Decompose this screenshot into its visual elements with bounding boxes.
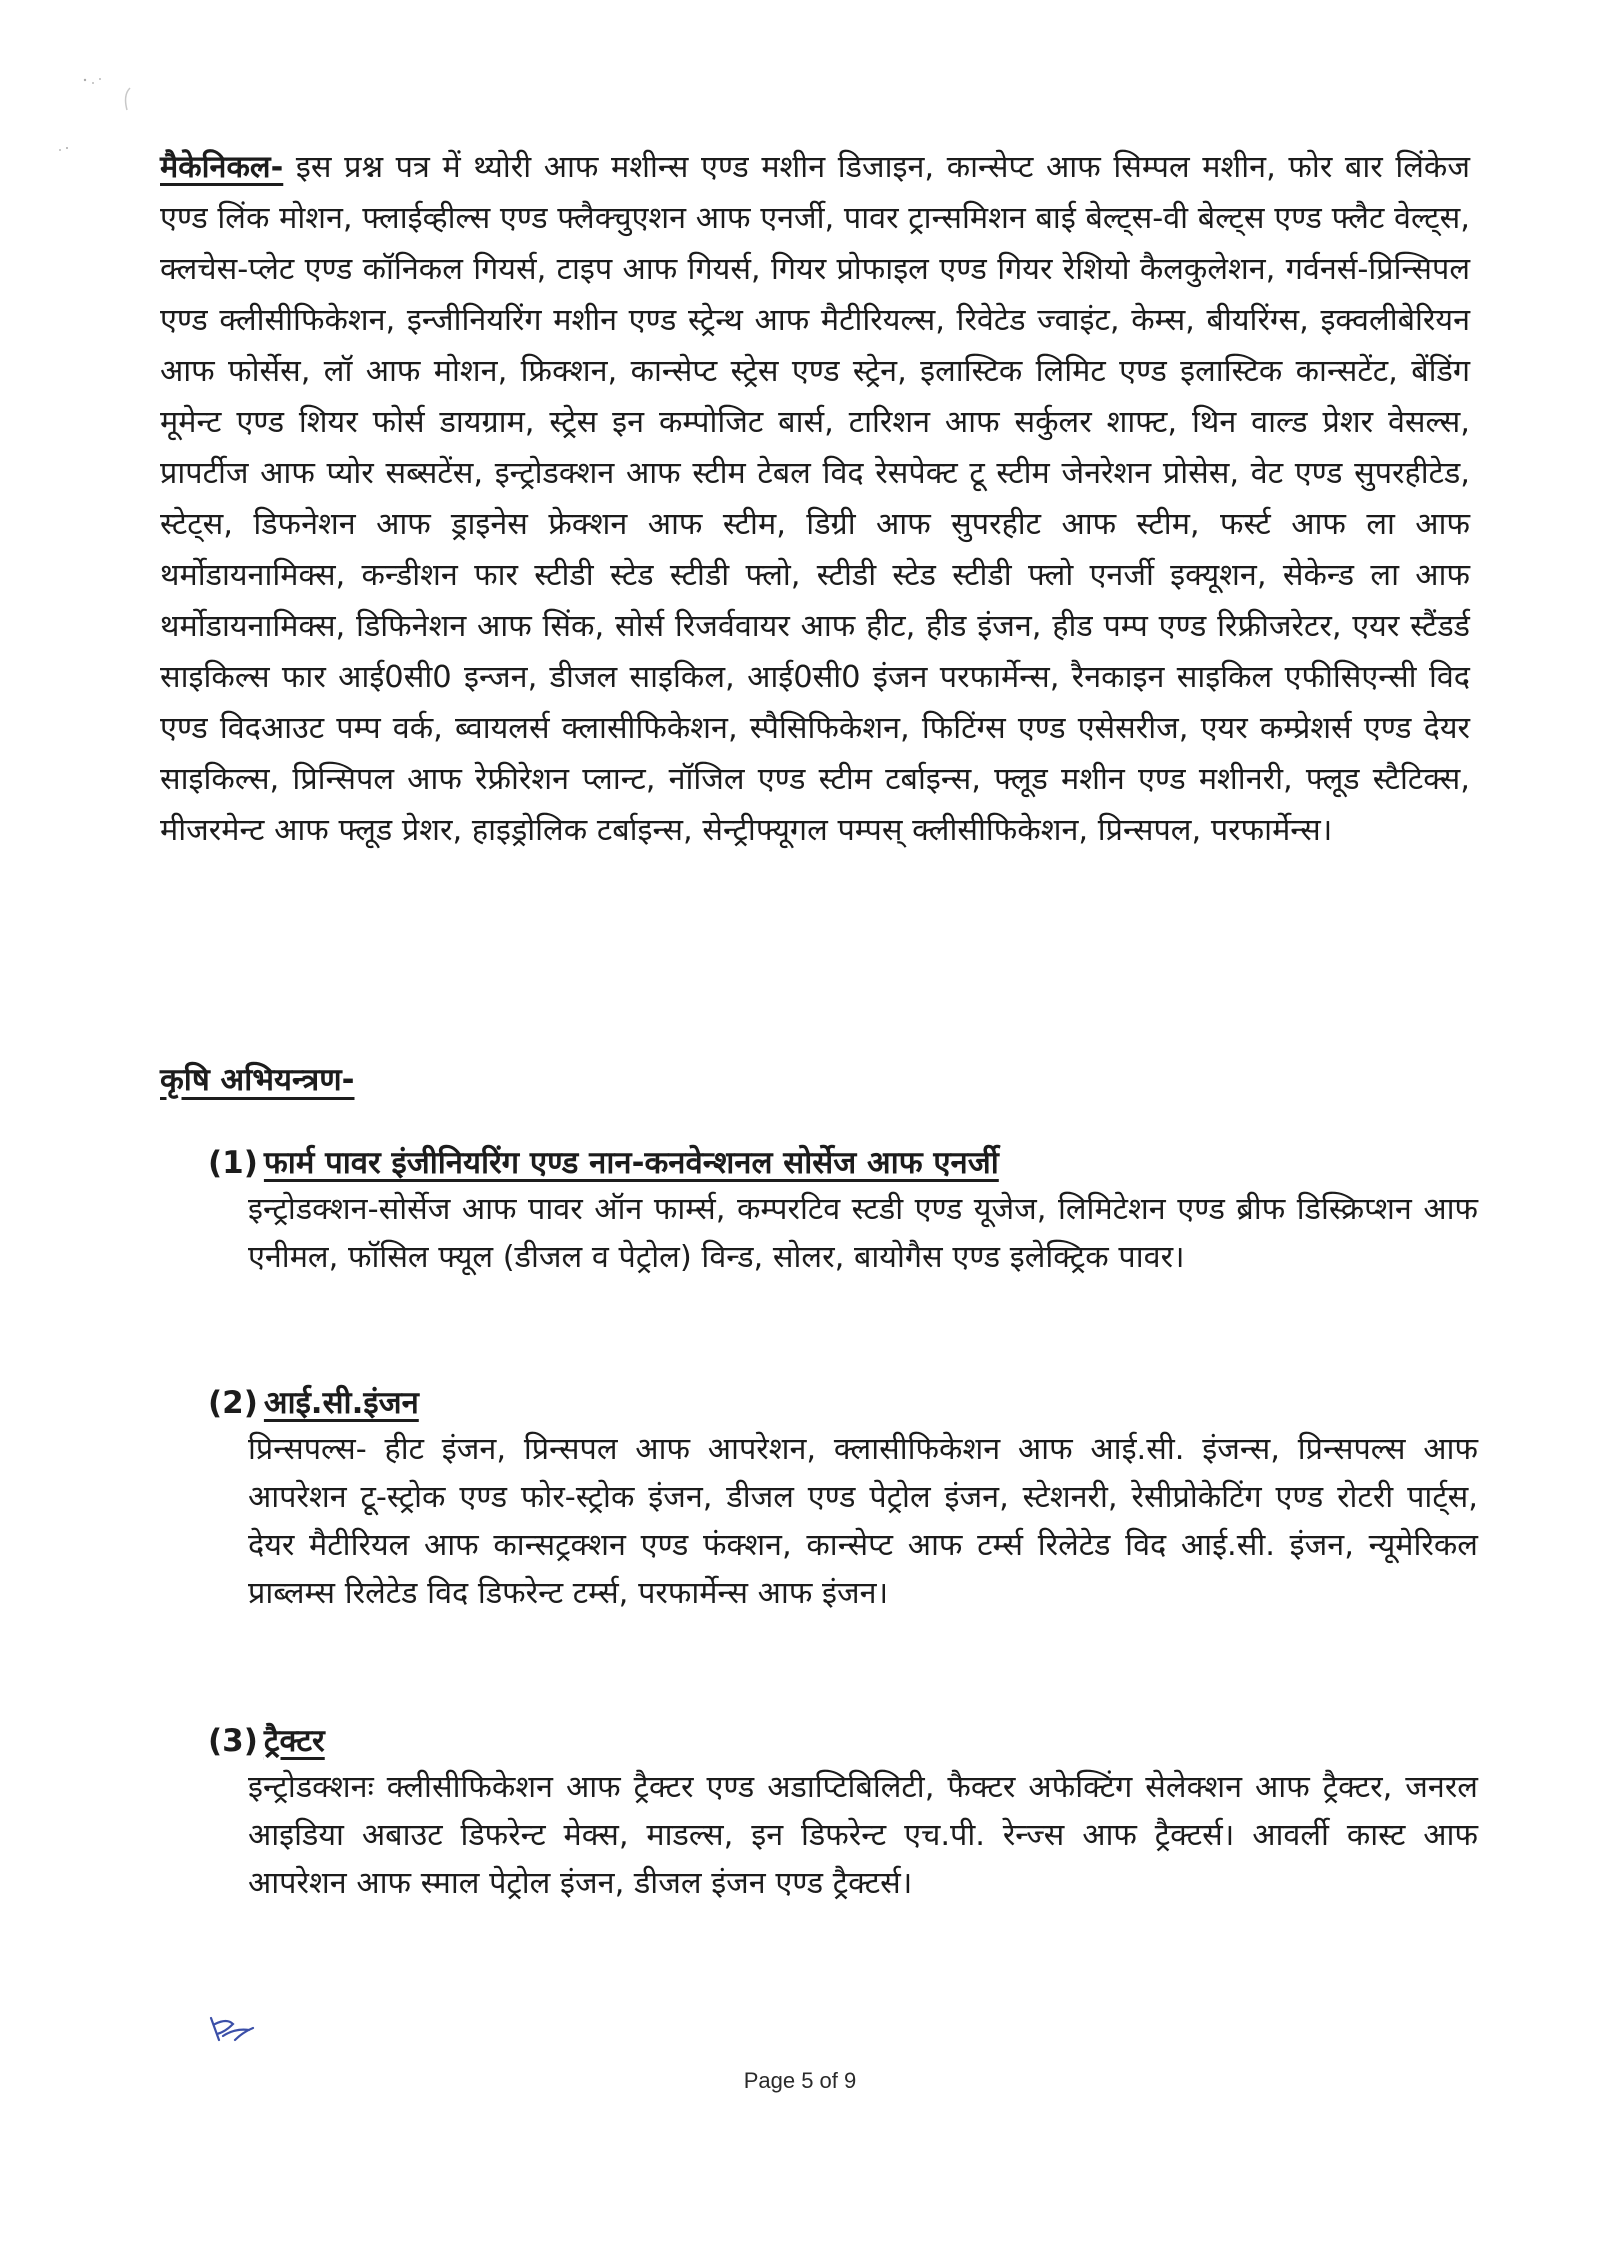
subsection-number: (2)	[208, 1385, 258, 1421]
subsection-title: आई.सी.इंजन	[263, 1385, 419, 1421]
subsection-heading	[208, 1718, 1478, 1764]
mechanical-heading: मैकेनिकल-	[160, 150, 284, 185]
subsection-farm-power	[208, 1140, 1478, 1282]
mechanical-section	[160, 142, 1470, 856]
agriculture-heading: कृषि अभियन्त्रण-	[160, 1062, 355, 1098]
subsection-title: फार्म पावर इंजीनियरिंग एण्ड नान-कनवेन्शनल सोर्सेज आफ एनर्जी	[263, 1145, 999, 1181]
subsection-number: (3)	[208, 1723, 258, 1759]
subsection-tractor	[208, 1718, 1478, 1908]
subsection-body: इन्ट्रोडक्शन-सोर्सेज आफ पावर ऑन फार्म्स, कम्परटिव स्टडी एण्ड यूजेज, लिमिटेशन एण्ड ब्रीफ डिस्क्रिप्शन आफ एनीमल, फॉसिल फ्यूल (डीजल व पेट्रोल) विन्ड, सोलर, बायोगैस एण्ड इलेक्ट्रिक पावर।	[248, 1192, 1478, 1275]
mechanical-syllabus-text: इस प्रश्न पत्र में थ्योरी आफ मशीन्स एण्ड मशीन डिजाइन, कान्सेप्ट आफ सिम्पल मशीन, फोर बार लिंकेज एण्ड लिंक मोशन, फ्लाईव्हील्स एण्ड फ्लैक्चुएशन आफ एनर्जी, पावर ट्रान्समिशन बाई बेल्ट्स-वी बेल्ट्स एण्ड फ्लैट वेल्ट्स, क्लचेस-प्लेट एण्ड कॉनिकल गियर्स, टाइप आफ गियर्स, गियर प्रोफाइल एण्ड गियर रेशियो कैलकुलेशन, गर्वनर्स-प्रिन्सिपल एण्ड क्लीसीफिकेशन, इन्जीनियरिंग मशीन एण्ड स्ट्रेन्थ आफ मैटीरियल्स, रिवेटेड ज्वाइंट, केम्स, बीयरिंग्स, इक्वलीबेरियन आफ फोर्सेस, लॉ आफ मोशन, फ्रिक्शन, कान्सेप्ट स्ट्रेस एण्ड स्ट्रेन, इलास्टिक लिमिट एण्ड इलास्टिक कान्सटेंट, बेंडिंग मूमेन्ट एण्ड शियर फोर्स डायग्राम, स्ट्रेस इन कम्पोजिट बार्स, टारिशन आफ सर्कुलर शाफ्ट, थिन वाल्ड प्रेशर वेसल्स, प्रापर्टीज आफ प्योर सब्सटेंस, इन्ट्रोडक्शन आफ स्टीम टेबल विद रेसपेक्ट टू स्टीम जेनरेशन प्रोसेस, वेट एण्ड सुपरहीटेड, स्टेट्स, डिफनेशन आफ ड्राइनेस फ्रेक्शन आफ स्टीम, डिग्री आफ सुपरहीट आफ स्टीम, फर्स्ट आफ ला आफ थर्मोडायनामिक्स, कन्डीशन फार स्टीडी स्टेड स्टीडी फ्लो, स्टीडी स्टेड स्टीडी फ्लो एनर्जी इक्यूशन, सेकेन्ड ला आफ थर्मोडायनामिक्स, डिफिनेशन आफ सिंक, सोर्स रिजर्ववायर आफ हीट, हीड इंजन, हीड पम्प एण्ड रिफ्रीजरेटर, एयर स्टैंडर्ड साइकिल्स फार आई0सी0 इन्जन, डीजल साइकिल, आई0सी0 इंजन परफार्मेन्स, रैनकाइन साइकिल एफीसिएन्सी विद एण्ड विदआउट पम्प वर्क, ब्वायलर्स क्लासीफिकेशन, स्पैसिफिकेशन, फिटिंग्स एण्ड एसेसरीज, एयर कम्प्रेशर्स एण्ड देयर साइकिल्स, प्रिन्सिपल आफ रेफ्रीरेशन प्लान्ट, नॉजिल एण्ड स्टीम टर्बाइन्स, फ्लूड मशीन एण्ड मशीनरी, फ्लूड स्टैटिक्स, मीजरमेन्ट आफ फ्लूड प्रेशर, हाइड्रोलिक टर्बाइन्स, सेन्ट्रीफ्यूगल पम्पस् क्लीसीफिकेशन, प्रिन्सपल, परफार्मेन्स।	[160, 150, 1470, 848]
subsection-ic-engine	[208, 1380, 1478, 1618]
subsection-heading	[208, 1140, 1478, 1186]
handwritten-initials-icon	[205, 2010, 260, 2050]
subsection-heading	[208, 1380, 1478, 1426]
scan-specks-icon	[45, 70, 155, 160]
subsection-title: ट्रैक्टर	[263, 1723, 325, 1759]
subsection-number: (1)	[208, 1145, 258, 1181]
subsection-body: प्रिन्सपल्स- हीट इंजन, प्रिन्सपल आफ आपरेशन, क्लासीफिकेशन आफ आई.सी. इंजन्स, प्रिन्सपल्स आफ आपरेशन टू-स्ट्रोक एण्ड फोर-स्ट्रोक इंजन, डीजल एण्ड पेट्रोल इंजन, स्टेशनरी, रेसीप्रोकेटिंग एण्ड रोटरी पार्ट्स, देयर मैटीरियल आफ कान्सट्रक्शन एण्ड फंक्शन, कान्सेप्ट आफ टर्म्स रिलेटेड विद आई.सी. इंजन, न्यूमेरिकल प्राब्लम्स रिलेटेड विद डिफरेन्ट टर्म्स, परफार्मेन्स आफ इंजन।	[248, 1432, 1478, 1611]
page-number: Page 5 of 9	[743, 2068, 857, 2093]
subsection-body: इन्ट्रोडक्शनः क्लीसीफिकेशन आफ ट्रैक्टर एण्ड अडाप्टिबिलिटी, फैक्टर अफेक्टिंग सेलेक्शन आफ ट्रैक्टर, जनरल आइडिया अबाउट डिफरेन्ट मेक्स, माडल्स, इन डिफरेन्ट एच.पी. रेन्ज्स आफ ट्रैक्टर्स। आवर्ली कास्ट आफ आपरेशन आफ स्माल पेट्रोल इंजन, डीजल इंजन एण्ड ट्रैक्टर्स।	[248, 1770, 1478, 1901]
